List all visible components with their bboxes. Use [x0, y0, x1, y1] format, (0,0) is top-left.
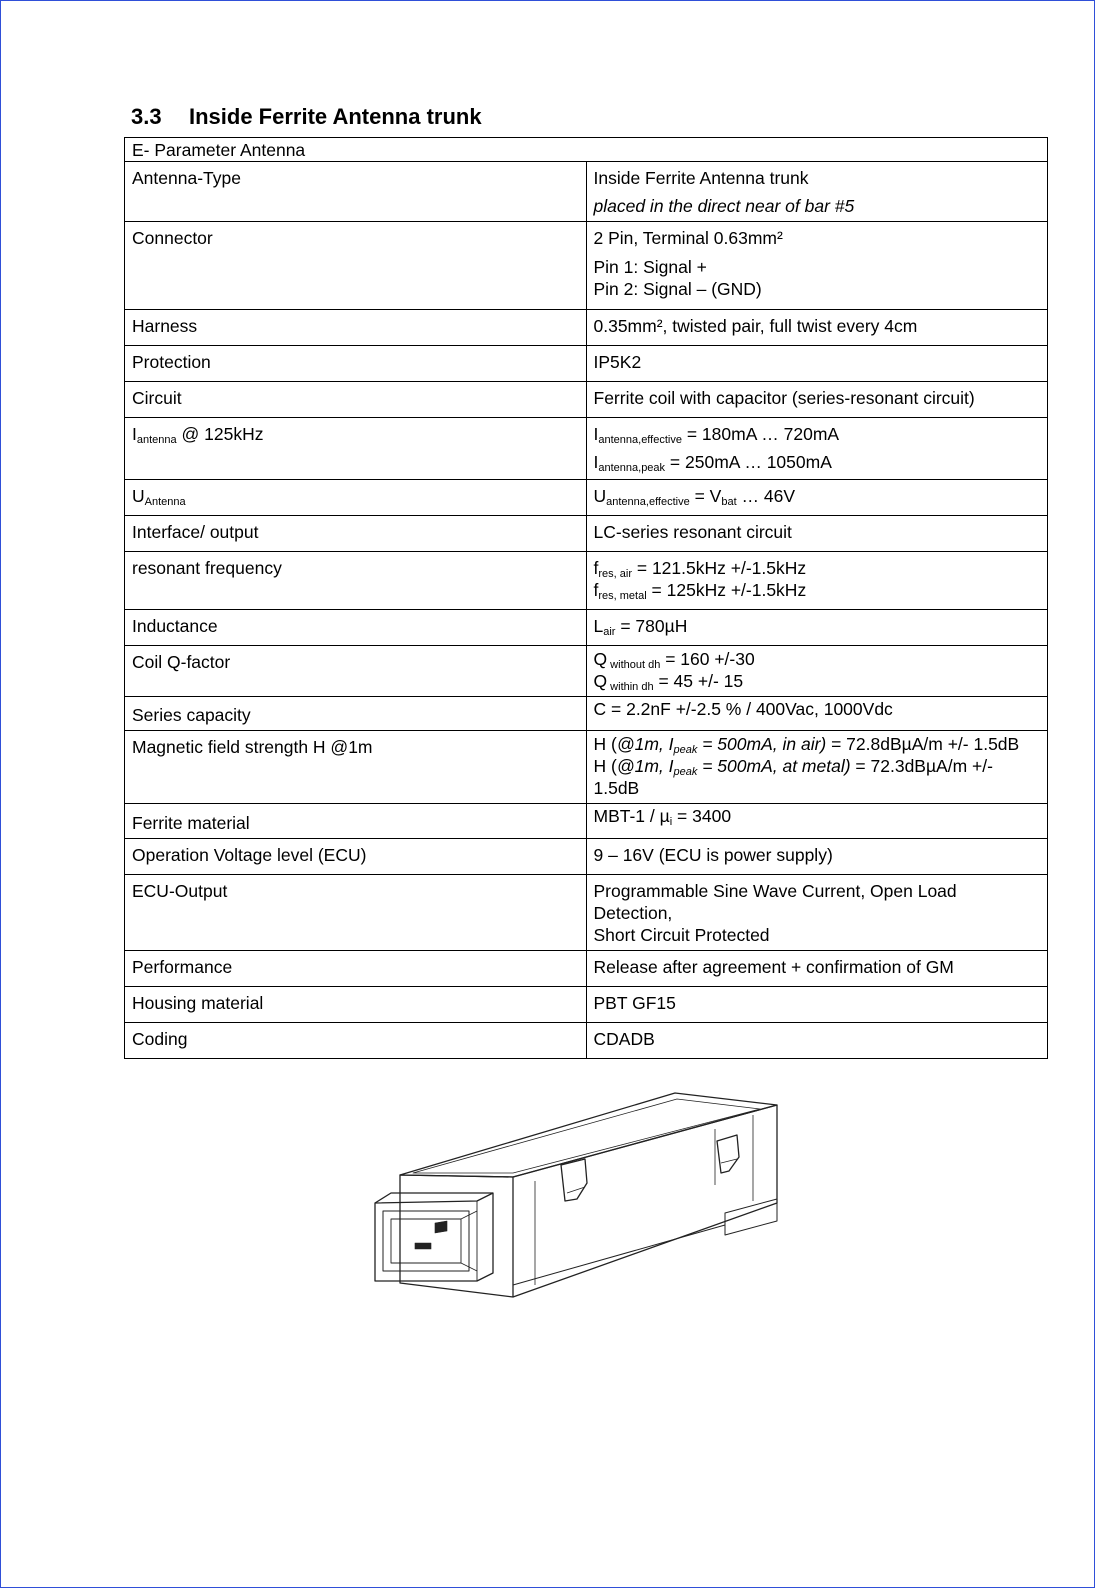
row-value: 0.35mm², twisted pair, full twist every 4cm	[586, 310, 1048, 346]
table-row	[125, 731, 1048, 804]
row-label: Magnetic field strength H @1m	[125, 731, 587, 804]
table-row	[125, 610, 1048, 646]
row-label: $I_{antenna}$ @ 125kHz	[125, 418, 587, 480]
table-row	[125, 951, 1048, 987]
table-row	[125, 310, 1048, 346]
table-row	[125, 804, 1048, 839]
parameter-table	[124, 137, 1048, 1059]
row-label: Protection	[125, 346, 587, 382]
row-value: $f_{res, air} = 121.5kHz +/-1.5kHz$ $f_{res, metal} = 125kHz +/-1.5kHz$	[586, 552, 1048, 610]
table-row	[125, 875, 1048, 951]
section-heading	[131, 104, 482, 130]
antenna-housing-drawing	[365, 1085, 785, 1300]
row-value: 9 – 16V (ECU is power supply)	[586, 839, 1048, 875]
row-label: Circuit	[125, 382, 587, 418]
row-label: Operation Voltage level (ECU)	[125, 839, 587, 875]
row-label: Coding	[125, 1023, 587, 1059]
row-value: 2 Pin, Terminal 0.63mm² Pin 1: Signal + Pin 2: Signal – (GND)	[586, 222, 1048, 310]
table-row	[125, 697, 1048, 731]
row-value: LC-series resonant circuit	[586, 516, 1048, 552]
row-value: IP5K2	[586, 346, 1048, 382]
row-value: C = 2.2nF +/-2.5 % / 400Vac, 1000Vdc	[586, 697, 1048, 731]
table-row	[125, 839, 1048, 875]
table-row	[125, 987, 1048, 1023]
row-value: Ferrite coil with capacitor (series-resonant circuit)	[586, 382, 1048, 418]
row-value: H (@1m, $I_{peak} = 500mA$, in air) = 72.8dBµA/m +/- 1.5dB H (@1m, $I_{peak} = 500mA$, at metal) = 72.3dBµA/m +/- 1.5dB	[586, 731, 1048, 804]
table-row	[125, 222, 1048, 310]
table-header-row	[125, 138, 1048, 162]
row-label: resonant frequency	[125, 552, 587, 610]
section-number: 3.3	[131, 104, 162, 129]
table-row	[125, 552, 1048, 610]
row-label: $U_{Antenna}$	[125, 480, 587, 516]
row-value: PBT GF15	[586, 987, 1048, 1023]
table-row	[125, 480, 1048, 516]
section-title: Inside Ferrite Antenna trunk	[189, 104, 482, 129]
row-label: Coil Q-factor	[125, 646, 587, 697]
table-row	[125, 162, 1048, 222]
table-row	[125, 646, 1048, 697]
table-header: E- Parameter Antenna	[125, 138, 1048, 162]
row-value: Programmable Sine Wave Current, Open Load Detection, Short Circuit Protected	[586, 875, 1048, 951]
row-value: $L_{air} = 780\mu H$	[586, 610, 1048, 646]
row-label: Inductance	[125, 610, 587, 646]
row-value: $I_{antenna,effective} = 180mA$ … 720mA $I_{antenna,peak} = 250mA$ … 1050mA	[586, 418, 1048, 480]
row-label: Antenna-Type	[125, 162, 587, 222]
table-row	[125, 346, 1048, 382]
row-value: Inside Ferrite Antenna trunk placed in the direct near of bar #5	[586, 162, 1048, 222]
table-row	[125, 1023, 1048, 1059]
row-value: CDADB	[586, 1023, 1048, 1059]
row-value: Release after agreement + confirmation of GM	[586, 951, 1048, 987]
row-value: Q $_{without dh}$ = 160 +/-30 Q $_{within dh}$ = 45 +/- 15	[586, 646, 1048, 697]
row-label: Harness	[125, 310, 587, 346]
row-value: MBT-1 / µ$_i$ = 3400	[586, 804, 1048, 839]
row-label: Ferrite material	[125, 804, 587, 839]
table-row	[125, 418, 1048, 480]
row-label: Series capacity	[125, 697, 587, 731]
row-value: $U_{antenna,effective} = V_{bat}$ … 46V	[586, 480, 1048, 516]
row-label: Connector	[125, 222, 587, 310]
table-row	[125, 382, 1048, 418]
row-label: Interface/ output	[125, 516, 587, 552]
row-label: Performance	[125, 951, 587, 987]
table-row	[125, 516, 1048, 552]
row-label: ECU-Output	[125, 875, 587, 951]
row-label: Housing material	[125, 987, 587, 1023]
